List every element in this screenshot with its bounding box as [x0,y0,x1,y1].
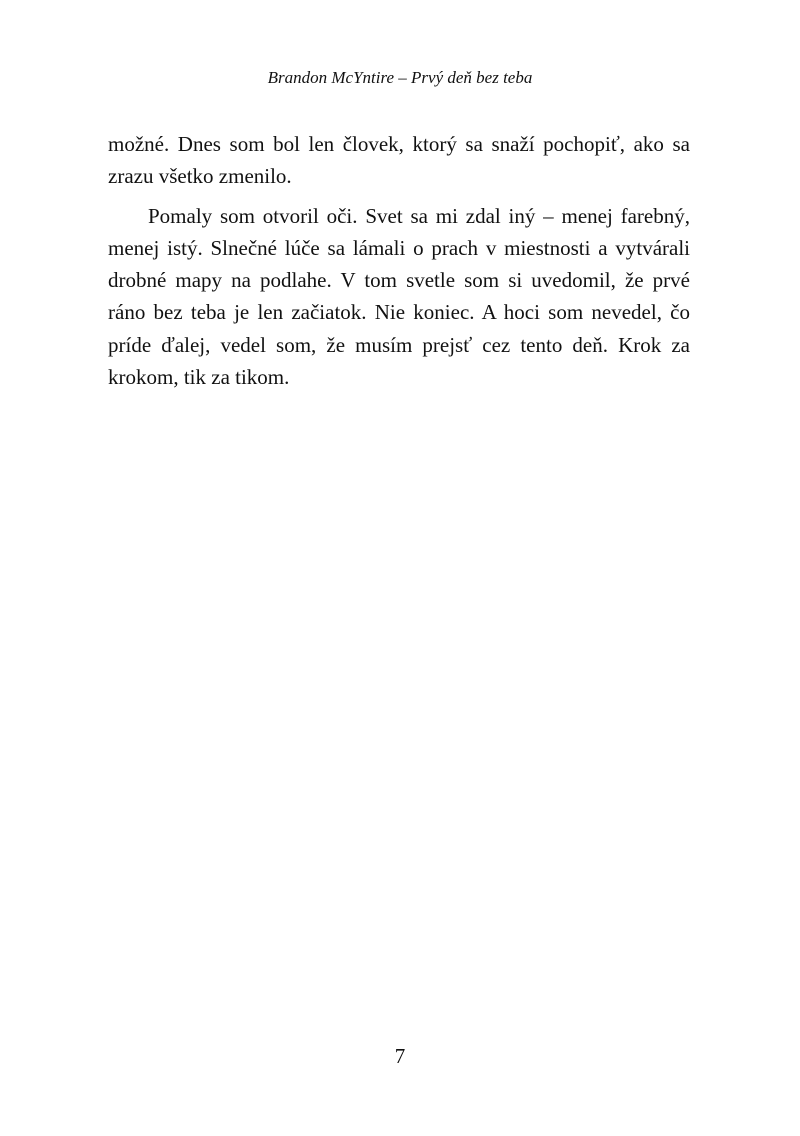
page-number: 7 [394,1044,406,1068]
body-text [108,128,690,393]
paragraph-continued: možné. Dnes som bol len človek, ktorý sa snaží pochopiť, ako sa zrazu všetko zmenilo. [108,132,690,189]
paragraph: Pomaly som otvoril oči. Svet sa mi zdal iný – menej farebný, menej istý. Slnečné lúče sa lámali o prach v miestnosti a vytvárali drobné mapy na podlahe. V tom svetle som si uvedomil, že prvé ráno bez teba je len začiatok. Nie koniec. A hoci som nevedel, čo príde ďalej, vedel som, že musím prejsť cez tento deň. Krok za krokom, tik za tikom. [108,203,690,390]
running-header: Brandon McYntire – Prvý deň bez teba [267,68,533,87]
